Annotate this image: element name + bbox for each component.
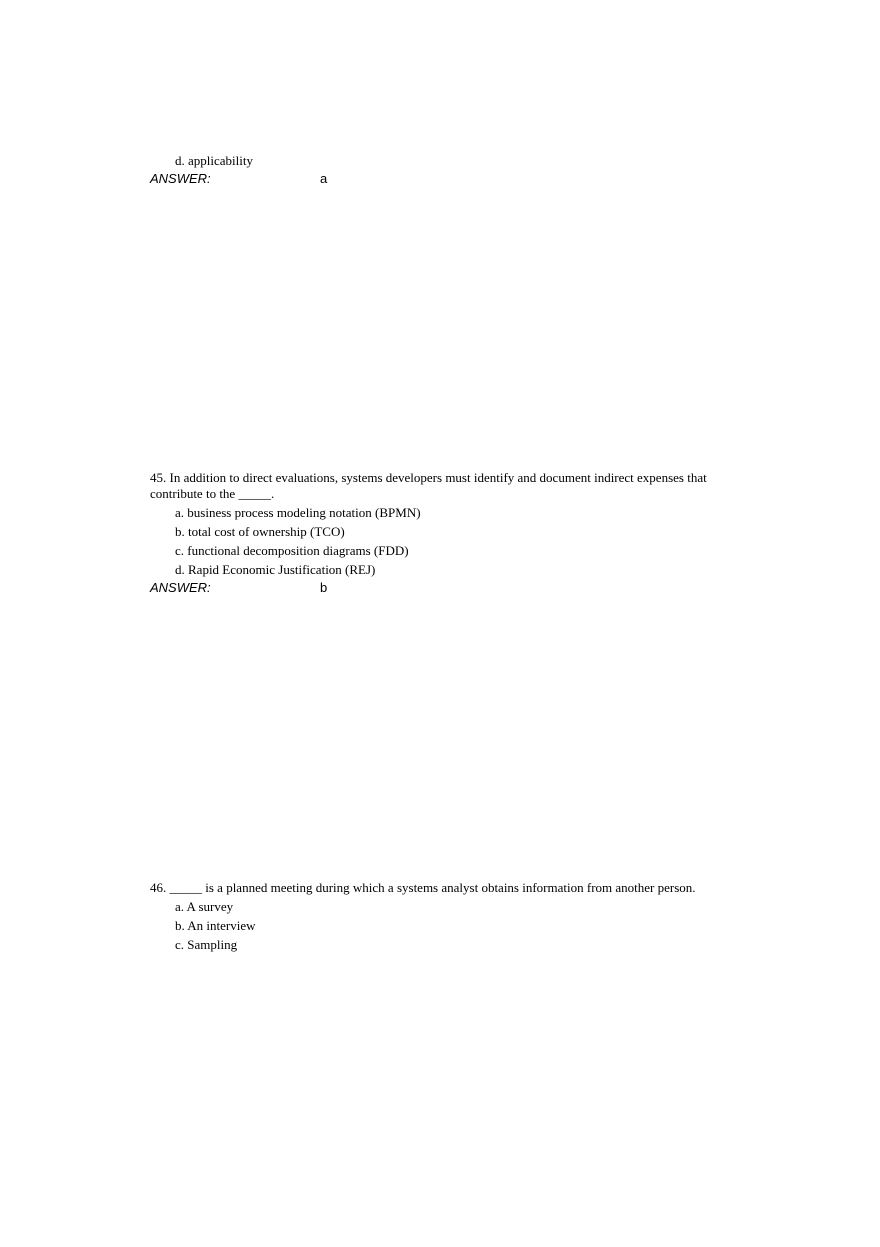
option-d: d. applicability [175, 153, 253, 168]
option-b: b. An interview [175, 918, 256, 933]
option-a: a. A survey [175, 899, 234, 914]
answer-row [150, 171, 750, 189]
question-text: 45. In addition to direct evaluations, systems developers must identify and document indirect expenses that contribute to the _____. [150, 470, 707, 501]
options-list [150, 503, 750, 579]
option-b: b. total cost of ownership (TCO) [175, 524, 345, 539]
options-list [150, 897, 770, 954]
question-45 [150, 470, 750, 598]
options-list [150, 151, 750, 170]
answer-row [150, 580, 750, 598]
answer-label: ANSWER: [150, 171, 211, 186]
option-c: c. Sampling [175, 937, 238, 952]
answer-label: ANSWER: [150, 580, 211, 595]
question-44-tail [150, 151, 750, 189]
question-46 [150, 880, 770, 954]
option-c: c. functional decomposition diagrams (FDD) [175, 543, 409, 558]
answer-value: a [320, 171, 328, 186]
answer-value: b [320, 580, 328, 595]
option-d: d. Rapid Economic Justification (REJ) [175, 562, 376, 577]
question-text: 46. _____ is a planned meeting during which a systems analyst obtains information from another person. [150, 880, 696, 895]
option-a: a. business process modeling notation (BPMN) [175, 505, 421, 520]
